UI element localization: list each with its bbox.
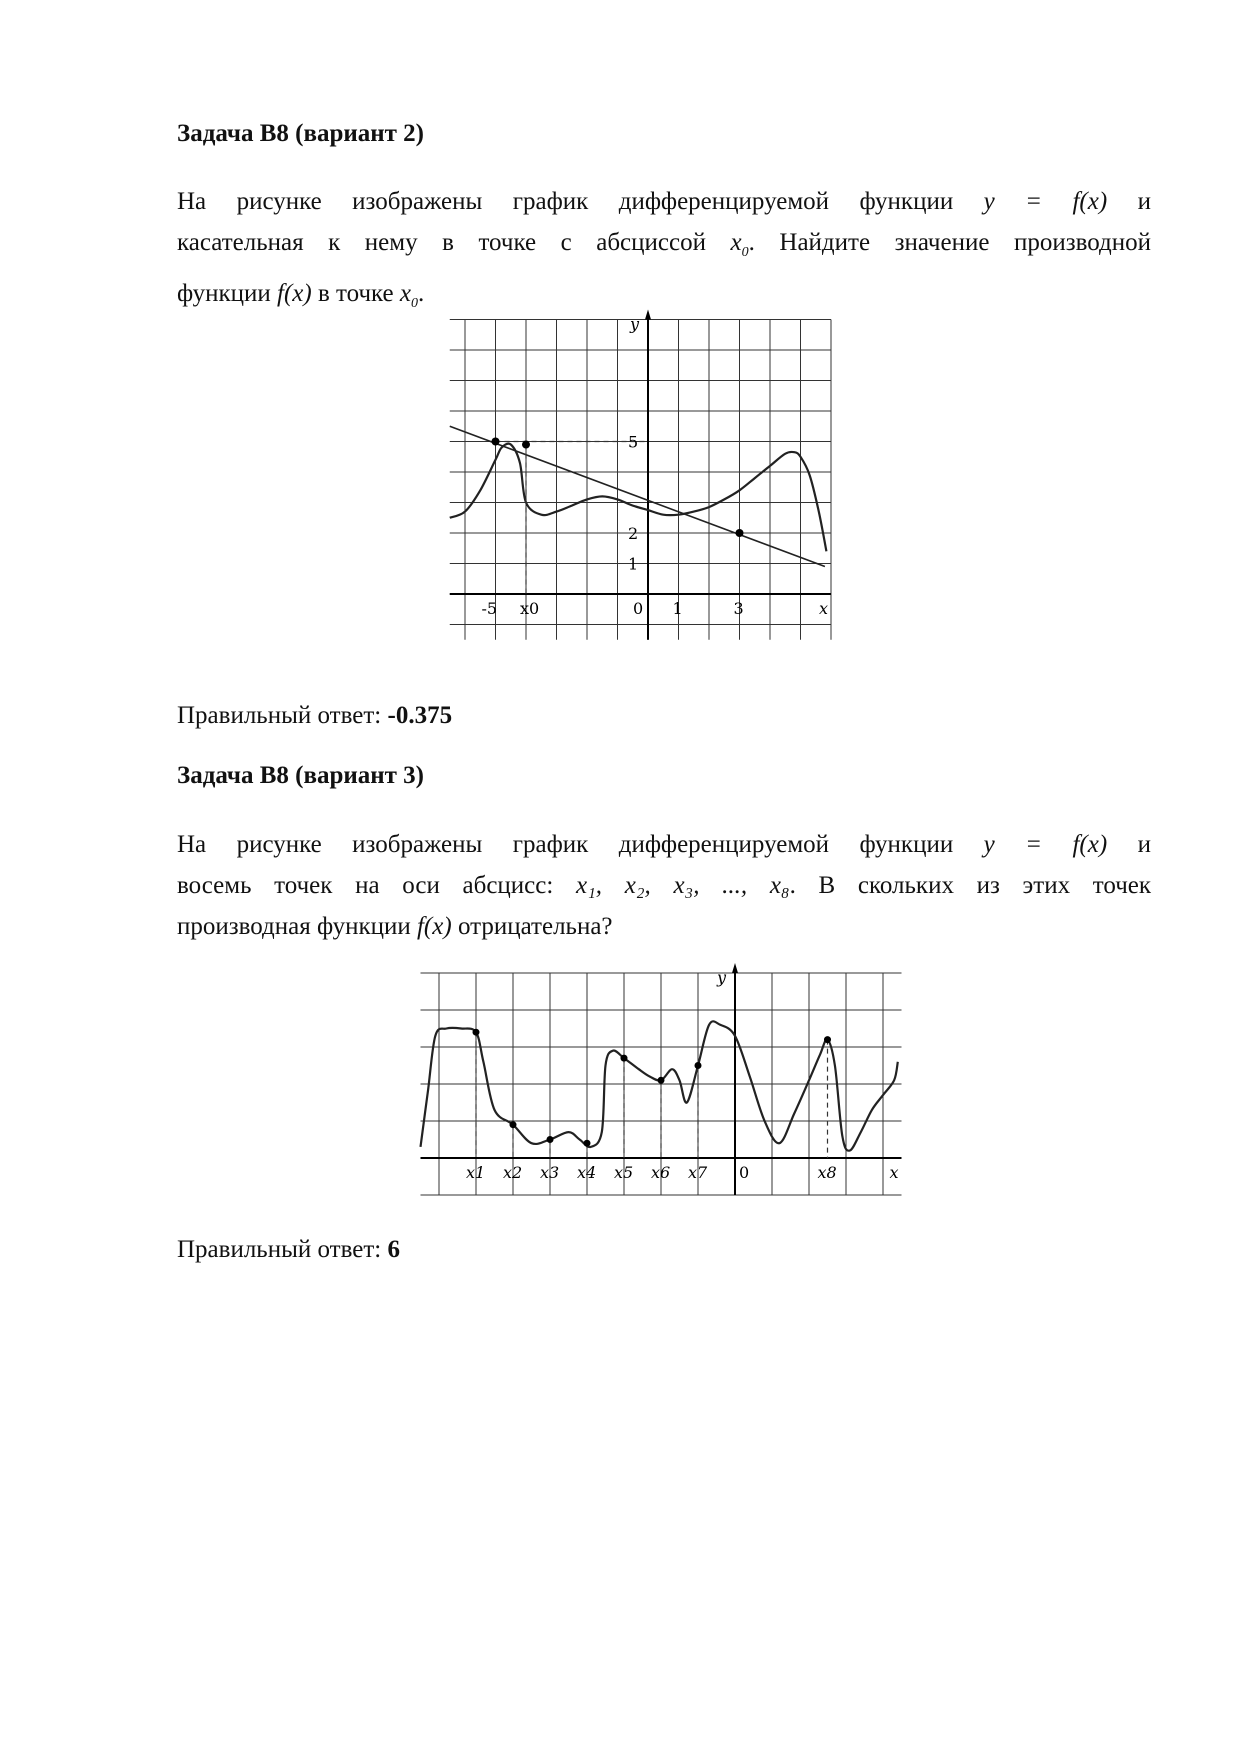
task3-statement bbox=[177, 824, 1151, 947]
task2-answer: Правильный ответ: -0.375 bbox=[177, 702, 453, 729]
point-marker bbox=[736, 529, 744, 537]
task2-statement bbox=[177, 181, 1151, 324]
point-marker-x8 bbox=[824, 1036, 831, 1043]
task2-line2: касательная к нему в точке с абсциссой $x_0$. Найдите значение производной bbox=[177, 229, 1152, 260]
points-list: x₁, x₂, x₃, ..., x₈ bbox=[576, 872, 790, 899]
task2-heading: Задача B8 (вариант 2) bbox=[177, 120, 425, 147]
task3-answer-value: 6 bbox=[387, 1236, 400, 1263]
x-tick-label: 3 bbox=[733, 599, 744, 618]
task3-line1: На рисунке изображены график дифференцируемой функции y = f(x) и bbox=[177, 831, 1152, 858]
points-chart bbox=[418, 968, 908, 1205]
y-axis-label: y bbox=[630, 314, 640, 334]
point-marker-x2 bbox=[510, 1121, 517, 1128]
point-marker-x6 bbox=[658, 1077, 665, 1084]
x-tick-label: -5 bbox=[481, 599, 498, 618]
task3-heading: Задача B8 (вариант 3) bbox=[177, 762, 425, 789]
x-axis-label: x bbox=[889, 1163, 899, 1182]
y-tick-label: 2 bbox=[628, 524, 639, 543]
y-axis-arrow bbox=[732, 963, 738, 973]
x-tick-label: x1 bbox=[466, 1163, 486, 1182]
task2-answer-value: -0.375 bbox=[387, 702, 453, 729]
function-notation: y = f(x) bbox=[983, 188, 1108, 215]
point-marker-x3 bbox=[547, 1136, 554, 1143]
y-tick-label: 5 bbox=[628, 432, 639, 452]
x-tick-label: x0 bbox=[520, 599, 540, 618]
task2-line3: функции f(x) в точке $x_0$. bbox=[177, 280, 425, 311]
x-tick-label: x6 bbox=[651, 1163, 671, 1182]
point-marker-x1 bbox=[473, 1029, 480, 1036]
point-marker-x4 bbox=[584, 1140, 591, 1147]
x-tick-label: x8 bbox=[817, 1163, 837, 1182]
function-notation: y = f(x) bbox=[983, 831, 1108, 858]
point-marker-x7 bbox=[695, 1062, 702, 1069]
x-tick-label: x2 bbox=[503, 1163, 523, 1182]
x-tick-label: x4 bbox=[577, 1163, 597, 1182]
point-marker bbox=[492, 438, 500, 446]
y-tick-label: 1 bbox=[628, 554, 639, 574]
tangent-chart bbox=[460, 314, 860, 670]
task2-line1: На рисунке изображены график дифференцируемой функции y = f(x) и bbox=[177, 188, 1152, 215]
x-tick-label: 0 bbox=[633, 599, 644, 618]
x-tick-label: x3 bbox=[540, 1163, 560, 1182]
point-marker-x5 bbox=[621, 1055, 628, 1062]
x-tick-label: 0 bbox=[739, 1163, 750, 1182]
x-tick-label: 1 bbox=[672, 599, 683, 618]
task3-answer: Правильный ответ: 6 bbox=[177, 1236, 400, 1263]
y-axis-label: y bbox=[717, 968, 727, 987]
task3-line3: производная функции f(x) отрицательна? bbox=[177, 913, 613, 940]
point-marker bbox=[522, 441, 530, 449]
x-tick-label: x5 bbox=[614, 1163, 634, 1182]
x-axis-label: x bbox=[819, 599, 829, 618]
task3-line2: восемь точек на оси абсцисс: x₁, x₂, x₃, ..., x₈. В скольких из этих точек bbox=[177, 872, 1152, 899]
x-tick-label: x7 bbox=[688, 1163, 708, 1182]
